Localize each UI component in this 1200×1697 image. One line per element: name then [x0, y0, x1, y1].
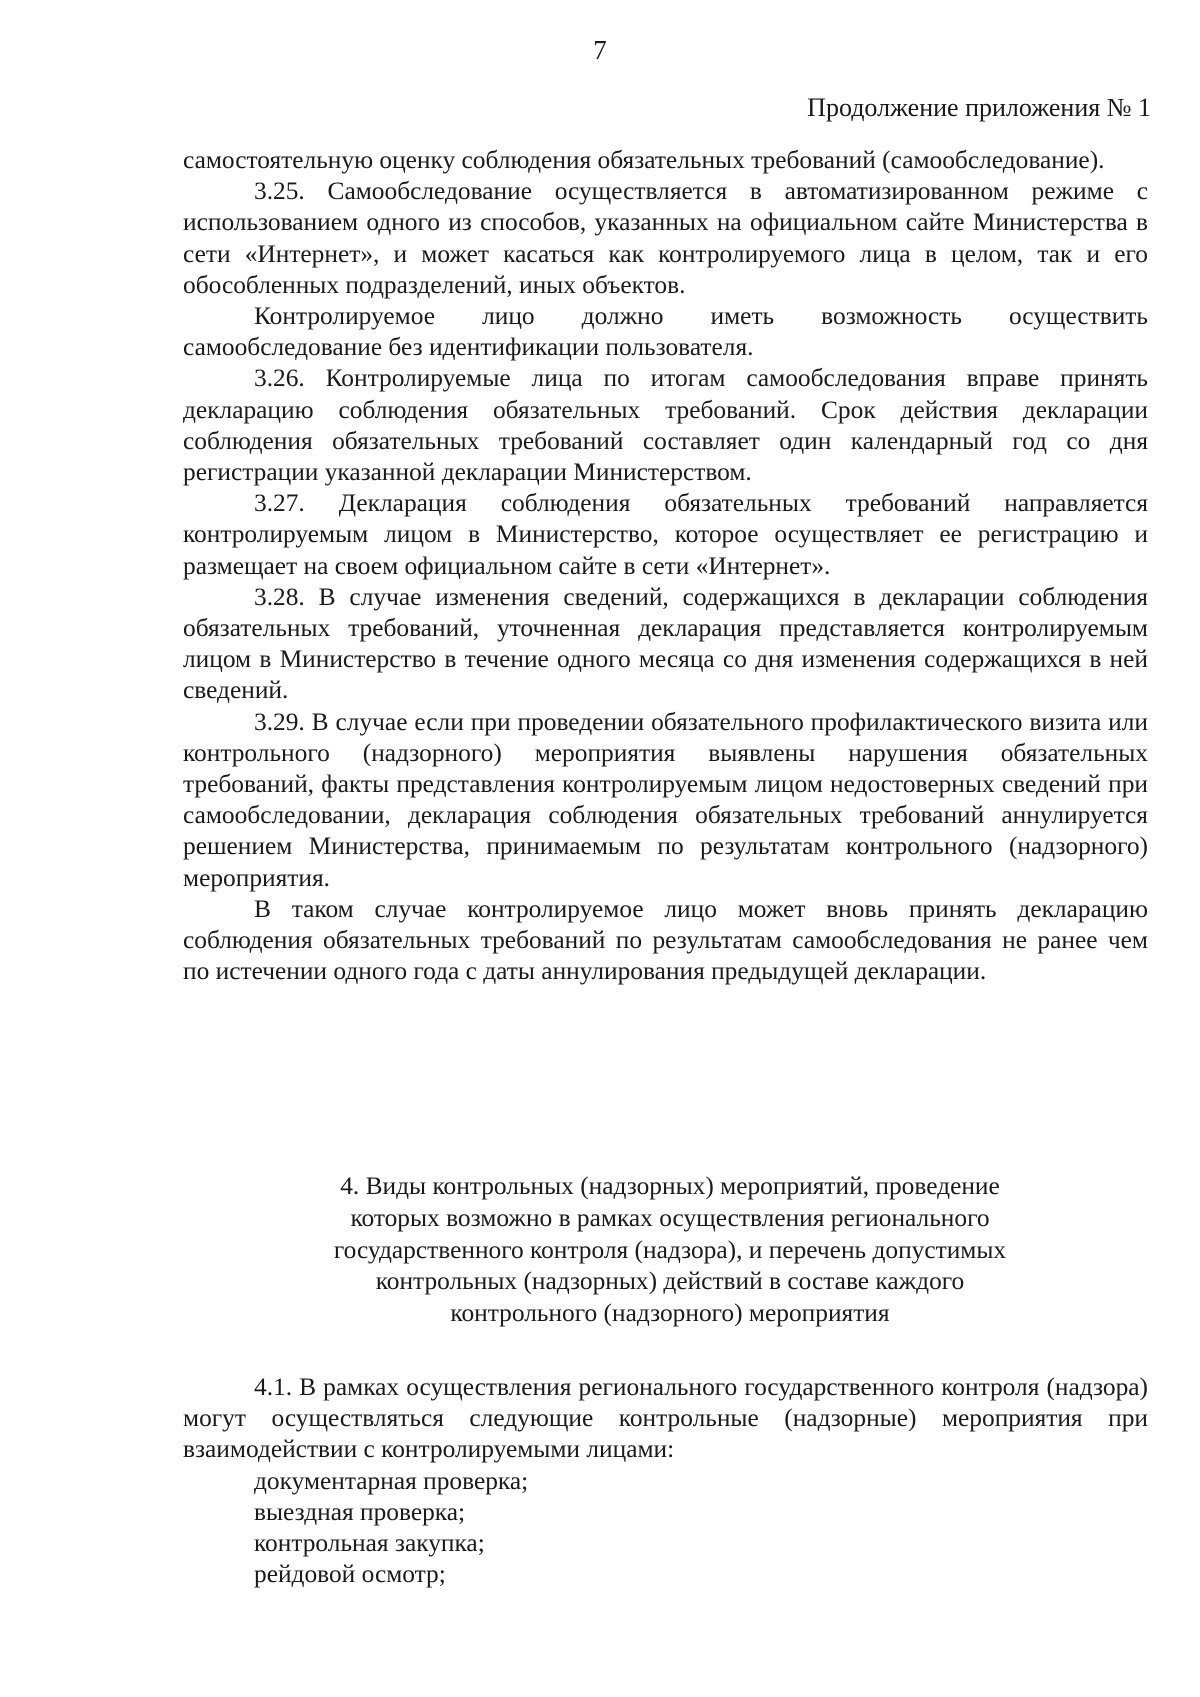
paragraph-4-1: 4.1. В рамках осуществления регионального государственного контроля (надзора) могут осуществляться следующие контрольные (надзорные) мероприятия при взаимодействии с контролируемыми лицами: — [183, 1373, 1148, 1464]
paragraph-3-28: 3.28. В случае изменения сведений, содержащихся в декларации соблюдения обязательных требований, уточненная декларация представляется контролируемым лицом в Министерство в течение одного месяца со дня изменения содержащихся в ней сведений. — [183, 582, 1148, 705]
heading-line: 4. Виды контрольных (надзорных) мероприятий, проведение — [340, 1172, 1000, 1200]
paragraph-3-27: 3.27. Декларация соблюдения обязательных требований направляется контролируемым лицом в Министерство, которое осуществляет ее регистрацию и размещает на своем официальном сайте в сети «Интернет». — [183, 489, 1148, 580]
appendix-continuation-label: Продолжение приложения № 1 — [807, 93, 1151, 122]
paragraph-continued: самостоятельную оценку соблюдения обязательных требований (самообследование). — [183, 146, 1105, 174]
list-item: выездная проверка; — [254, 1497, 466, 1526]
paragraph-3-26: 3.26. Контролируемые лица по итогам самообследования вправе принять декларацию соблюдения обязательных требований. Срок действия декларации соблюдения обязательных требований составляет один календарный год со дня регистрации указанной декларации Министерством. — [183, 364, 1148, 487]
paragraph-annulment-note: В таком случае контролируемое лицо может вновь принять декларацию соблюдения обязательных требований по результатам самообследования не ранее чем по истечении одного года с даты аннулирования предыдущей декларации. — [183, 894, 1148, 986]
heading-line: государственного контроля (надзора), и перечень допустимых — [333, 1235, 1007, 1264]
section-4-body — [183, 1372, 1148, 1590]
heading-line: контрольного (надзорного) мероприятия — [450, 1299, 890, 1328]
list-item: документарная проверка; — [254, 1466, 529, 1495]
document-body — [183, 145, 1148, 987]
paragraph-3-25: 3.25. Самообследование осуществляется в автоматизированном режиме с использованием одного из способов, указанных на официальном сайте Министерства в сети «Интернет», и может касаться как контролируемого лица в целом, так и его обособленных подразделений, иных объектов. — [183, 177, 1148, 299]
paragraph-self-assessment-note: Контролируемое лицо должно иметь возможность осуществить самообследование без идентификации пользователя. — [183, 302, 1148, 362]
heading-line: контрольных (надзорных) действий в составе каждого — [375, 1267, 965, 1296]
list-item: контрольная закупка; — [254, 1529, 485, 1558]
heading-line: которых возможно в рамках осуществления регионального — [350, 1203, 990, 1232]
section-4-heading — [200, 1171, 1140, 1330]
paragraph-3-29: 3.29. В случае если при проведении обязательного профилактического визита или контрольного (надзорного) мероприятия выявлены нарушения обязательных требований, факты представления контролируемым лицом недостоверных сведений при самообследовании, декларация соблюдения обязательных требований аннулируется решением Министерства, принимаемым по результатам контрольного (надзорного) мероприятия. — [183, 707, 1148, 892]
list-item: рейдовой осмотр; — [254, 1560, 446, 1589]
page-number: 7 — [593, 35, 607, 65]
